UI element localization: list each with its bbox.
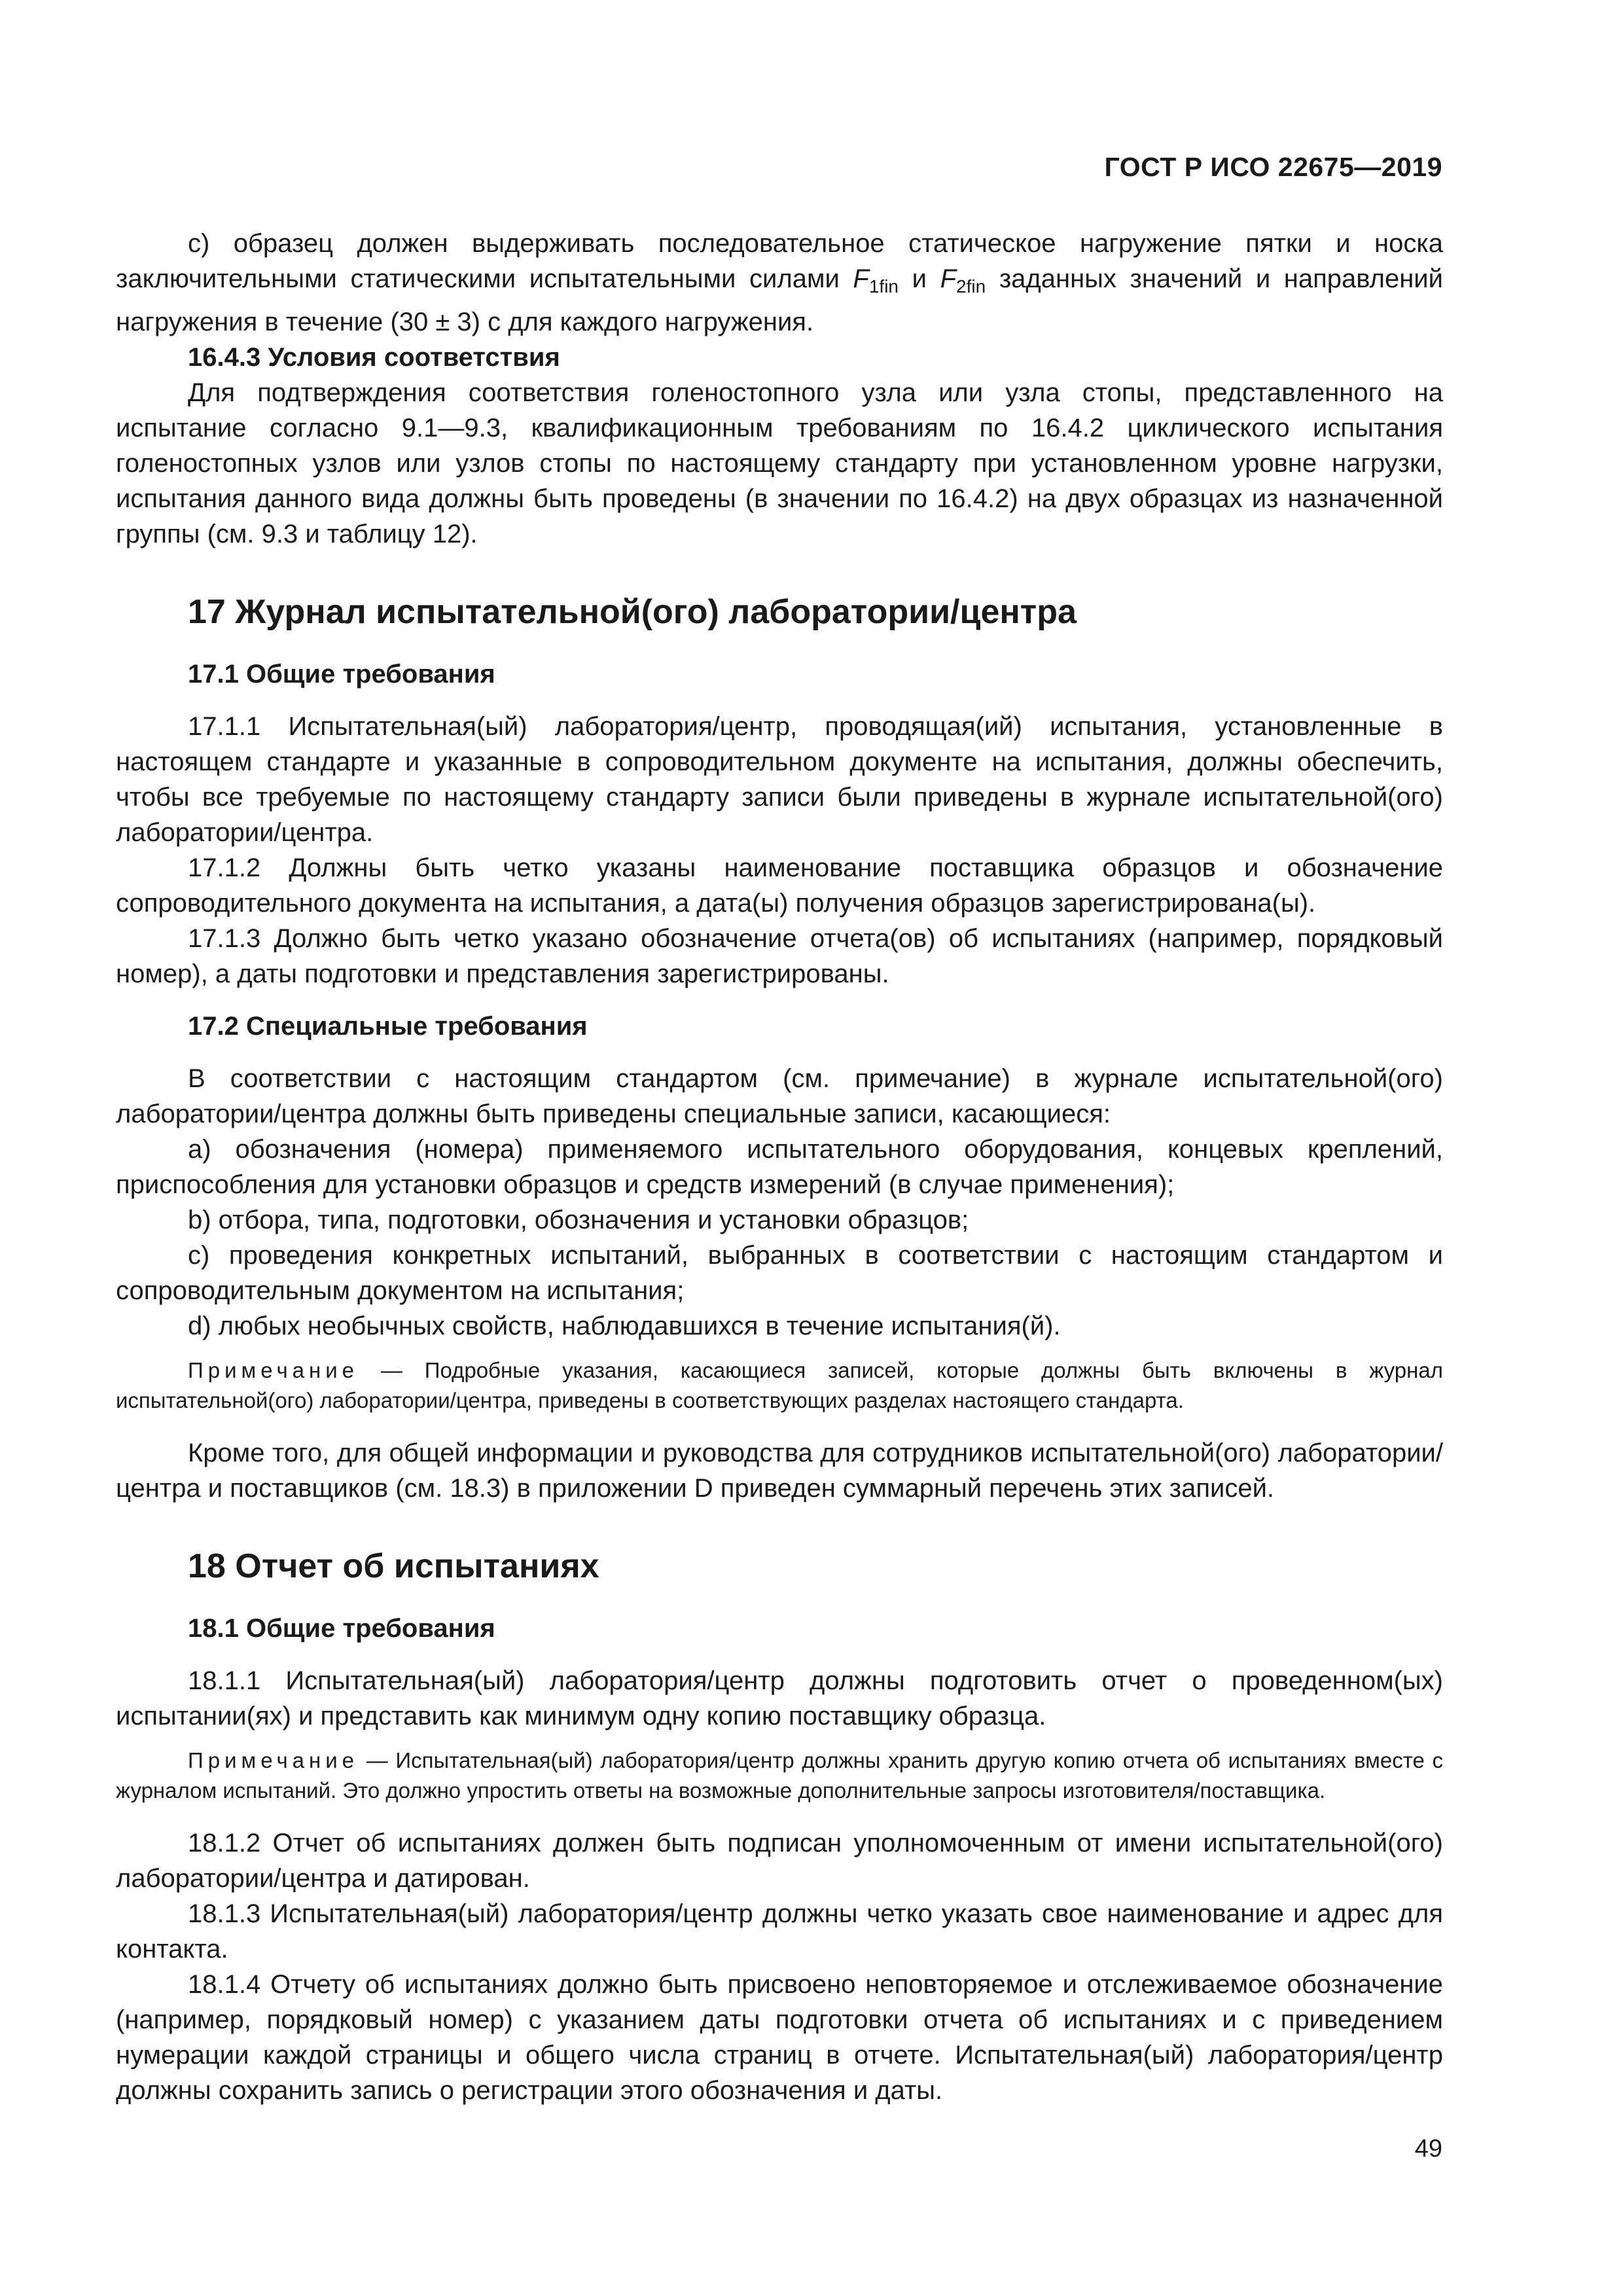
- paragraph-17-2: В соответствии с настоящим стандартом (см. примечание) в журнале испытательной(ого) лаборатории/центра должны быть приведены специальные записи, касающиеся:: [116, 1064, 1443, 1128]
- paragraph-17-1-2: 17.1.2 Должны быть четко указаны наименование поставщика образцов и обозначение сопроводительного документа на испытания, а дата(ы) получения образцов зарегистрирована(ы).: [116, 853, 1443, 918]
- note-label: Примечание: [188, 1748, 359, 1772]
- and-word: и: [899, 264, 940, 293]
- subsection-17-1-title: 17.1 Общие требования: [188, 660, 495, 689]
- heading-16-4-3: 16.4.3 Условия соответствия: [188, 343, 560, 372]
- list-item-a: a) обозначения (номера) применяемого испытательного оборудования, концевых креплений, приспособления для установки образцов и средств измерений (в случае применения);: [116, 1135, 1443, 1199]
- paragraph-18-1-3: 18.1.3 Испытательная(ый) лаборатория/центр должны четко указать свое наименование и адрес для контакта.: [116, 1899, 1443, 1964]
- note-17-2: [116, 1355, 1443, 1416]
- note-18-1-1: [116, 1746, 1443, 1806]
- list-item-c: c) проведения конкретных испытаний, выбранных в соответствии с настоящим стандартом и сопроводительным документом на испытания;: [116, 1241, 1443, 1305]
- list-item-d: d) любых необычных свойств, наблюдавшихся в течение испытания(й).: [188, 1312, 1061, 1340]
- item-c-text-1: c) образец должен выдерживать последовательное статическое нагружение пятки и носка заключительными статическими испытательными силами: [116, 229, 1443, 293]
- paragraph-summary-records: Кроме того, для общей информации и руководства для сотрудников испытательной(ого) лаборатории/центра и поставщиков (см. 18.3) в приложении D приведен суммарный перечень этих записей.: [116, 1439, 1443, 1503]
- subsection-18-1-title: 18.1 Общие требования: [188, 1614, 495, 1643]
- paragraph-17-1-1: 17.1.1 Испытательная(ый) лаборатория/центр, проводящая(ий) испытания, установленные в настоящем стандарте и указанные в сопроводительном документе на испытания, должны обеспечить, чтобы все требуемые по настоящему стандарту записи были приведены в журнале испытательной(ого) лаборатории/центра.: [116, 712, 1443, 847]
- document-header-code: ГОСТ Р ИСО 22675—2019: [1104, 152, 1442, 182]
- item-c-static-loading: [116, 226, 1443, 340]
- section-18-title: 18 Отчет об испытаниях: [188, 1547, 599, 1585]
- force-f1-sub: 1fin: [868, 276, 899, 296]
- page-content: [116, 226, 1443, 2108]
- paragraph-18-1-1: 18.1.1 Испытательная(ый) лаборатория/центр должны подготовить отчет о проведенном(ых) испытании(ях) и представить как минимум одну копию поставщику образца.: [116, 1666, 1443, 1731]
- force-f1: F: [853, 264, 869, 293]
- subsection-17-2-title: 17.2 Специальные требования: [188, 1012, 588, 1041]
- paragraph-17-1-3: 17.1.3 Должно быть четко указано обозначение отчета(ов) об испытаниях (например, порядковый номер), а даты подготовки и представления зарегистрированы.: [116, 924, 1443, 988]
- list-item-b: b) отбора, типа, подготовки, обозначения и установки образцов;: [188, 1206, 969, 1234]
- page-number: 49: [1414, 2135, 1442, 2162]
- force-f2: F: [940, 264, 957, 293]
- item-c-text-2: заданных значений и направлений нагружения в течение (30 ± 3) с для каждого нагружения.: [116, 264, 1443, 336]
- force-f2-sub: 2fin: [956, 276, 986, 296]
- note-label: Примечание: [188, 1358, 359, 1382]
- paragraph-18-1-2: 18.1.2 Отчет об испытаниях должен быть подписан уполномоченным от имени испытательной(ого) лаборатории/центра и датирован.: [116, 1829, 1443, 1893]
- section-17-title: 17 Журнал испытательной(ого) лаборатории/центра: [188, 593, 1077, 631]
- note-text: — Испытательная(ый) лаборатория/центр должны хранить другую копию отчета об испытаниях вместе с журналом испытаний. Это должно упростить ответы на возможные дополнительные запросы изготовителя/поставщика.: [116, 1748, 1443, 1803]
- note-text: — Подробные указания, касающиеся записей, которые должны быть включены в журнал испытательной(ого) лаборатории/центра, приведены в соответствующих разделах настоящего стандарта.: [116, 1358, 1443, 1412]
- paragraph-18-1-4: 18.1.4 Отчету об испытаниях должно быть присвоено неповторяемое и отслеживаемое обозначение (например, порядковый номер) с указанием даты подготовки отчета об испытаниях и с приведением нумерации каждой страницы и общего числа страниц в отчете. Испытательная(ый) лаборатория/центр должны сохранить запись о регистрации этого обозначения и даты.: [116, 1970, 1443, 2105]
- paragraph-16-4-3: Для подтверждения соответствия голеностопного узла или узла стопы, представленного на испытание согласно 9.1—9.3, квалификационным требованиям по 16.4.2 циклического испытания голеностопных узлов или узлов стопы по настоящему стандарту при установленном уровне нагрузки, испытания данного вида должны быть проведены (в значении по 16.4.2) на двух образцах из назначенной группы (см. 9.3 и таблицу 12).: [116, 378, 1443, 548]
